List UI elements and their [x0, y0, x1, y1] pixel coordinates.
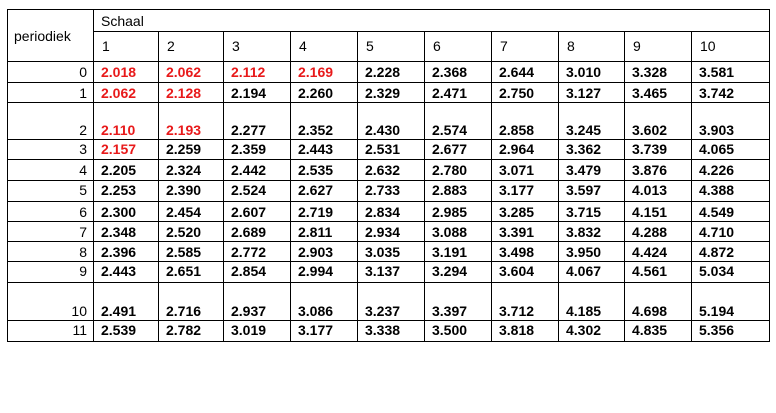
value-cell: 2.782	[159, 321, 224, 342]
scale-header-9: 9	[625, 32, 692, 62]
value-cell: 2.454	[159, 202, 224, 222]
value-cell: 3.581	[692, 62, 770, 83]
value-cell: 2.627	[291, 181, 358, 202]
value-cell: 2.719	[291, 202, 358, 222]
value-cell: 3.191	[425, 242, 492, 262]
value-cell: 2.903	[291, 242, 358, 262]
periodiek-cell: 0	[8, 62, 94, 83]
value-cell: 4.710	[692, 222, 770, 242]
value-cell: 5.356	[692, 321, 770, 342]
scale-header-8: 8	[559, 32, 625, 62]
value-cell: 4.835	[625, 321, 692, 342]
value-cell: 3.245	[559, 103, 625, 140]
highlighted-value-cell: 2.062	[159, 62, 224, 83]
table-row	[8, 83, 770, 103]
value-cell: 4.549	[692, 202, 770, 222]
value-cell: 2.689	[224, 222, 291, 242]
value-cell: 2.632	[358, 160, 425, 181]
value-cell: 2.443	[94, 262, 159, 283]
value-cell: 3.177	[492, 181, 559, 202]
table-row	[8, 140, 770, 160]
value-cell: 2.300	[94, 202, 159, 222]
value-cell: 3.088	[425, 222, 492, 242]
value-cell: 2.964	[492, 140, 559, 160]
table-body	[8, 10, 770, 342]
value-cell: 3.712	[492, 283, 559, 321]
table-row	[8, 262, 770, 283]
scale-header-7: 7	[492, 32, 559, 62]
periodiek-cell: 4	[8, 160, 94, 181]
value-cell: 2.780	[425, 160, 492, 181]
highlighted-value-cell: 2.169	[291, 62, 358, 83]
value-cell: 2.259	[159, 140, 224, 160]
highlighted-value-cell: 2.018	[94, 62, 159, 83]
value-cell: 3.818	[492, 321, 559, 342]
value-cell: 2.834	[358, 202, 425, 222]
highlighted-value-cell: 2.112	[224, 62, 291, 83]
value-cell: 3.742	[692, 83, 770, 103]
scale-header-3: 3	[224, 32, 291, 62]
table-row	[8, 160, 770, 181]
periodiek-cell: 3	[8, 140, 94, 160]
salary-scale-table-container	[7, 9, 770, 342]
value-cell: 4.065	[692, 140, 770, 160]
value-cell: 2.651	[159, 262, 224, 283]
periodiek-cell: 9	[8, 262, 94, 283]
value-cell: 2.324	[159, 160, 224, 181]
scale-header-4: 4	[291, 32, 358, 62]
salary-scale-table	[7, 9, 770, 342]
value-cell: 2.390	[159, 181, 224, 202]
value-cell: 2.750	[492, 83, 559, 103]
value-cell: 2.471	[425, 83, 492, 103]
value-cell: 3.137	[358, 262, 425, 283]
value-cell: 2.883	[425, 181, 492, 202]
value-cell: 4.302	[559, 321, 625, 342]
value-cell: 4.013	[625, 181, 692, 202]
table-row	[8, 202, 770, 222]
value-cell: 2.607	[224, 202, 291, 222]
value-cell: 2.531	[358, 140, 425, 160]
value-cell: 2.524	[224, 181, 291, 202]
periodiek-cell: 5	[8, 181, 94, 202]
value-cell: 4.561	[625, 262, 692, 283]
value-cell: 3.832	[559, 222, 625, 242]
value-cell: 3.328	[625, 62, 692, 83]
value-cell: 2.491	[94, 283, 159, 321]
value-cell: 2.359	[224, 140, 291, 160]
header-row-group	[8, 10, 770, 32]
periodiek-cell: 11	[8, 321, 94, 342]
value-cell: 2.858	[492, 103, 559, 140]
value-cell: 4.288	[625, 222, 692, 242]
periodiek-cell: 8	[8, 242, 94, 262]
value-cell: 2.520	[159, 222, 224, 242]
scale-header-5: 5	[358, 32, 425, 62]
scale-header-10: 10	[692, 32, 770, 62]
value-cell: 3.604	[492, 262, 559, 283]
value-cell: 3.465	[625, 83, 692, 103]
value-cell: 2.442	[224, 160, 291, 181]
highlighted-value-cell: 2.062	[94, 83, 159, 103]
value-cell: 2.228	[358, 62, 425, 83]
header-row-scales	[8, 32, 770, 62]
value-cell: 3.597	[559, 181, 625, 202]
table-row	[8, 62, 770, 83]
table-row	[8, 103, 770, 140]
value-cell: 2.811	[291, 222, 358, 242]
value-cell: 3.035	[358, 242, 425, 262]
value-cell: 3.602	[625, 103, 692, 140]
value-cell: 2.574	[425, 103, 492, 140]
value-cell: 4.388	[692, 181, 770, 202]
table-row	[8, 321, 770, 342]
value-cell: 4.226	[692, 160, 770, 181]
value-cell: 4.424	[625, 242, 692, 262]
value-cell: 2.277	[224, 103, 291, 140]
scale-header-1: 1	[94, 32, 159, 62]
value-cell: 2.937	[224, 283, 291, 321]
value-cell: 3.285	[492, 202, 559, 222]
value-cell: 2.994	[291, 262, 358, 283]
table-row	[8, 283, 770, 321]
schaal-group-header: Schaal	[94, 10, 770, 32]
periodiek-cell: 6	[8, 202, 94, 222]
value-cell: 2.985	[425, 202, 492, 222]
value-cell: 3.739	[625, 140, 692, 160]
value-cell: 3.500	[425, 321, 492, 342]
value-cell: 2.348	[94, 222, 159, 242]
value-cell: 2.535	[291, 160, 358, 181]
value-cell: 2.329	[358, 83, 425, 103]
table-row	[8, 222, 770, 242]
value-cell: 2.539	[94, 321, 159, 342]
value-cell: 3.294	[425, 262, 492, 283]
value-cell: 2.443	[291, 140, 358, 160]
value-cell: 2.585	[159, 242, 224, 262]
value-cell: 2.677	[425, 140, 492, 160]
table-row	[8, 242, 770, 262]
value-cell: 2.733	[358, 181, 425, 202]
value-cell: 3.362	[559, 140, 625, 160]
value-cell: 5.194	[692, 283, 770, 321]
periodiek-header: periodiek	[8, 10, 94, 62]
value-cell: 2.194	[224, 83, 291, 103]
scale-header-6: 6	[425, 32, 492, 62]
value-cell: 2.368	[425, 62, 492, 83]
periodiek-cell: 2	[8, 103, 94, 140]
value-cell: 3.715	[559, 202, 625, 222]
value-cell: 2.253	[94, 181, 159, 202]
value-cell: 3.010	[559, 62, 625, 83]
periodiek-cell: 7	[8, 222, 94, 242]
value-cell: 3.237	[358, 283, 425, 321]
value-cell: 4.185	[559, 283, 625, 321]
value-cell: 2.396	[94, 242, 159, 262]
value-cell: 2.854	[224, 262, 291, 283]
scale-header-2: 2	[159, 32, 224, 62]
highlighted-value-cell: 2.128	[159, 83, 224, 103]
highlighted-value-cell: 2.157	[94, 140, 159, 160]
value-cell: 3.498	[492, 242, 559, 262]
value-cell: 2.934	[358, 222, 425, 242]
value-cell: 3.019	[224, 321, 291, 342]
value-cell: 2.644	[492, 62, 559, 83]
value-cell: 2.430	[358, 103, 425, 140]
value-cell: 3.071	[492, 160, 559, 181]
value-cell: 3.086	[291, 283, 358, 321]
periodiek-cell: 10	[8, 283, 94, 321]
value-cell: 3.903	[692, 103, 770, 140]
value-cell: 4.067	[559, 262, 625, 283]
value-cell: 4.698	[625, 283, 692, 321]
value-cell: 3.127	[559, 83, 625, 103]
value-cell: 2.260	[291, 83, 358, 103]
value-cell: 3.397	[425, 283, 492, 321]
value-cell: 3.177	[291, 321, 358, 342]
highlighted-value-cell: 2.193	[159, 103, 224, 140]
value-cell: 3.876	[625, 160, 692, 181]
value-cell: 2.205	[94, 160, 159, 181]
value-cell: 4.151	[625, 202, 692, 222]
value-cell: 2.716	[159, 283, 224, 321]
value-cell: 4.872	[692, 242, 770, 262]
value-cell: 5.034	[692, 262, 770, 283]
value-cell: 2.352	[291, 103, 358, 140]
periodiek-cell: 1	[8, 83, 94, 103]
table-row	[8, 181, 770, 202]
value-cell: 3.391	[492, 222, 559, 242]
value-cell: 3.950	[559, 242, 625, 262]
value-cell: 3.338	[358, 321, 425, 342]
value-cell: 3.479	[559, 160, 625, 181]
highlighted-value-cell: 2.110	[94, 103, 159, 140]
value-cell: 2.772	[224, 242, 291, 262]
